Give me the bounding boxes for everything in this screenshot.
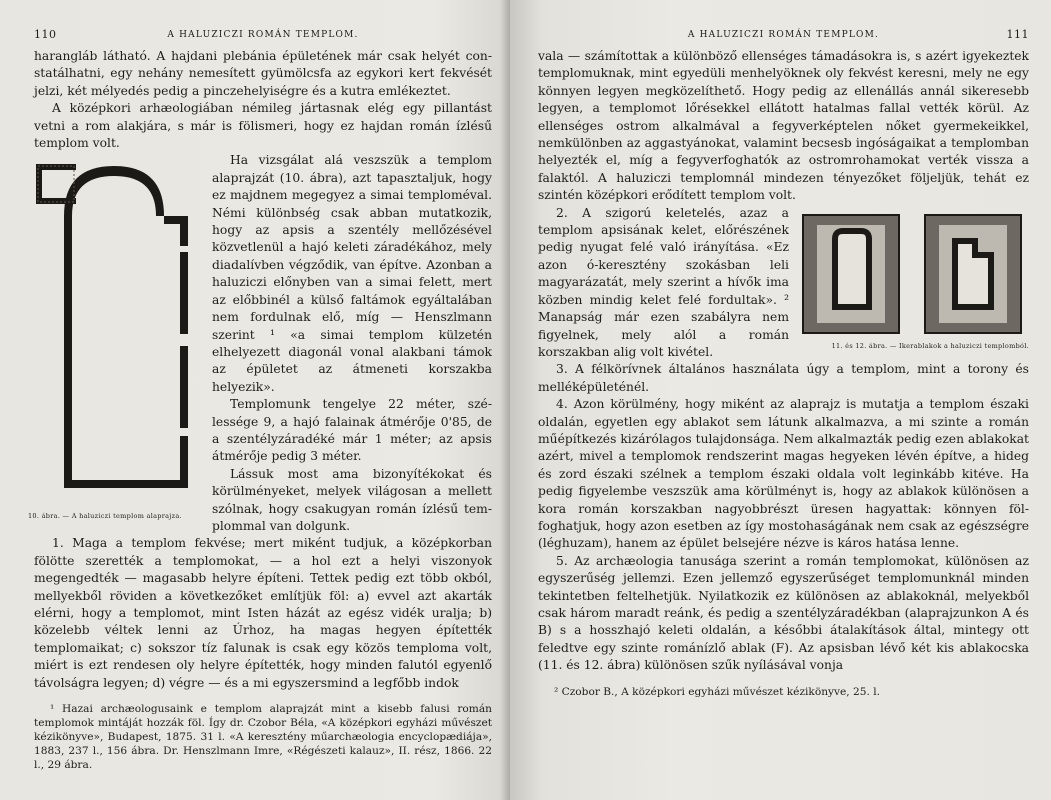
footnote-text: ¹ Hazai archæologusaink e templom alaprajzát mint a kisebb falusi román templomok mintáját hozzák föl. Így dr. Czobor Béla, «A középkori egyházi művészet kézikönyve», Budapest, 1875. 31 l. «A kereszténу műarchæologia encyclopædiája», 1883, 237 l., 156 ábra. Dr. Henszlmann Imre, «Régészeti kalauz», II. rész, 1866. 22 l., 29 ábra. (34, 703, 492, 772)
paragraph-with-figure (538, 205, 1029, 362)
running-title-left: A HALUZICZI ROMÁN TEMPLOM. (167, 30, 359, 40)
paragraph: 3. A félkörívnek általános használata úgy a templom, mint a torony és melléképületénél. (538, 362, 1029, 394)
figure-10-caption: 10. ábra. — A haluziczi templom alaprajza. (28, 512, 182, 521)
paragraph: 5. Az archæologia tanusága szerint a román templomokat, különösen az egyszerűség jellemzi. Ezen jellemző egyszerűséget templomunknál minden tekintetben feltelhetjük. Nyilatkozik ez különösen az ablakoknál, melyekből csak három maradt reánk, és pedig a szentélyzáradékban (alaprajzunkon A és B) s a hosszhajó keleti oldalán, a későbbi átalakítások által, mintegy ott feledtve egy szinte románízlő ablak (F). Az apsisban lévő két kis ablakocska (11. és 12. ábra) különösen szűk nyílásával vonja (538, 553, 1029, 673)
page-number-left: 110 (34, 28, 57, 41)
footnote-left (34, 702, 492, 772)
running-head-left (34, 28, 492, 48)
body-text-right (538, 48, 1029, 675)
paragraph-text: 2. A szigorú keletelés, azaz a templom apsisának kelet, előrészének pedig nyugat felé való irányítása. «Ez azon ó-keresztény szokásban leli magyarázatát, mely szerint a hívők ima közben mindig kelet felé fordultak». ² Manapság már ezen szabályra nem figyelnek, mely alól a román korszakban alig volt kivétel. (538, 205, 789, 359)
paragraph: 4. Azon körülmény, hogy miként az alaprajz is mutatja a templom északi oldalán, egyetlen egy ablakot sem látunk alkalmazva, a mi szinte a román műépítkezés kizárólagos tulajdonsága. Nem alkalmazták pedig ezen ablakokat azért, mivel a templomok rendszerint magas hegyeken lévén építve, a hideg és zord északi szélnek a templom északi oldala volt leginkább kitéve. Ha pedig figyelembe veszszük ama körülményt is, hogy az ablakok különösen a kora román korszakban nagyobbrészt üresen hagyattak: könnyen fölfoghatjuk, hogy azon esetben az így mostohaságának nem csak az egészségre (léghuzam), hanem az épület belsejére nézve is káros hatása lenne. (538, 397, 1029, 551)
paragraph: Templomunk tengelye 22 méter, szélessége 9, a hajó falainak átmérője 0'85, de a szentélyzáradéké már 1 méter; az apsis átmérője pedig 3 méter. (212, 397, 492, 464)
figure-11-12-caption: 11. és 12. ábra. — Ikerablakok a haluziczi templomból. (831, 341, 1029, 350)
body-text-left (28, 48, 492, 692)
figure-11-12-windows (799, 211, 1029, 351)
footnote-right (538, 685, 1029, 699)
right-page (510, 0, 1051, 800)
paragraph: A középkori arhæologiában némileg jártasnak elég egy pillantást vetni a rom alakjára, s már is fölismeri, hogy ez hajdan román ízlésű templom volt. (34, 101, 492, 151)
paragraph: vala — számítottak a különböző ellenséges támadásokra is, s azért igyekeztek templomuknak, mint egyedüli menhelyöknek oly fekvést keresni, mely ne egy könnyen legyen megközelíthető. Hogy pedig az ellenállás annál sikeresebb legyen, a templomot lőrésekkel ellátott hatalmas fallal vették körül. Az ellenséges ostrom alkalmával a fegyverképtelen nőket gyermekeikkel, nemkülönben az aggastyánokat, valamint becsesb ingóságaikat a templomban helyezték el, míg a fegyverfoghatók az ostromrohamokat verték vissza a falaktól. A haluziczi templomnál mindezen tényezőket följeljük, tehát ez szintén középkori erődített templom volt. (538, 49, 1029, 203)
floorplan-drawing (28, 156, 206, 506)
figure-10-floorplan (28, 156, 206, 523)
running-head-right (538, 28, 1029, 48)
paragraph: 1. Maga a templom fekvése; mert miként tudjuk, a középkorban fölötte szerették a templomokat, — a hol ezt a helyi viszonyok megengedték — magasabb helyre építeni. Tettek pedig ezt több okból, mellyekből röviden a következőket említjük föl: a) evvel azt akarták elérni, hogy a templomot, mint Isten házát az egész vidék uralja; b) közelebb véltek lenni az Úrhoz, ha magas hegyen építették templomaikat; c) sokszor tíz falunak is csak egy közös temploma volt, miért is ezt rendesen oly helyre építették, hogy minden falutól egyenlő távolságra legyen; d) végre — és a mi egyszersmind a legfőbb indok (34, 536, 492, 690)
running-title-right: A HALUZICZI ROMÁN TEMPLOM. (687, 30, 880, 40)
footnote-text: ² Czobor B., A középkori egyházi művészet kézikönyve, 25. l. (554, 685, 880, 698)
page-number-right: 111 (1006, 28, 1029, 41)
paragraph: Lássuk most ama bizonyítékokat és körülményeket, melyek világosan a mellett szólnak, hogy csakugyan román ízlésű templommal van dolgunk. (212, 466, 492, 533)
paragraph: harangláb látható. A hajdani plebánia épületének már csak helyét constatálhatni, egy nehány nemesített gyümölcsfa az egykori kert fekvését jelzi, két mélyedés pedig a pinczehelyiségre és a kutra emlékeztet. (34, 49, 492, 98)
paragraph-text: Ha vizsgálat alá veszszük a templom alaprajzát (10. ábra), azt tapasztaljuk, hogy ez majdnem megegyez a simai temploméval. Némi különbség csak abban mutatkozik, hogy az apsis a szentély mellőzésével közvetlenül a hajó keleti záradékához, mely diadalívben végződik, van építve. Azonban a haluziczi előnyben van a simai felett, mert az előbbinél a külső faltámok egyáltalában nem fordulnak elő, míg — Henszlmann szerint ¹ «a simai templom külzetén elhelyezett diagonál vonal alakbani támok az épületet az átmeneti korszakba helyezik». (212, 153, 492, 394)
window-drawings (799, 211, 1029, 341)
left-page (0, 0, 510, 800)
